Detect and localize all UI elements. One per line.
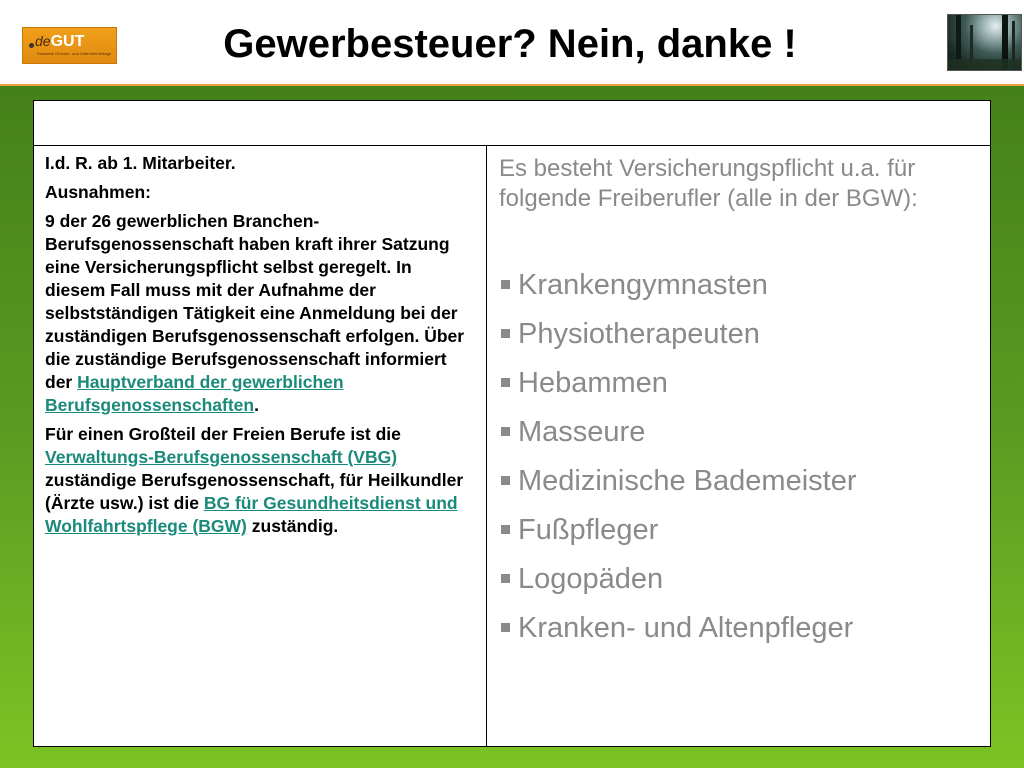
page-title: Gewerbesteuer? Nein, danke ! (223, 22, 797, 66)
list-item-label: Masseure (518, 416, 646, 448)
hauptverband-link[interactable]: Hauptverband der gewerblichen Berufsgenossenschaften (45, 372, 344, 415)
square-bullet-icon (501, 525, 510, 534)
square-bullet-icon (501, 476, 510, 485)
degut-logo (22, 27, 117, 64)
list-item-label: Kranken- und Altenpfleger (518, 612, 854, 644)
logo-tagline: Deutsche Gründer- und Unternehmertage (37, 51, 112, 56)
list-item (499, 310, 980, 359)
list-item (499, 555, 980, 604)
vbg-link[interactable]: Verwaltungs-Berufsgenossenschaft (VBG) (45, 447, 398, 467)
exceptions-heading: Ausnahmen: (45, 182, 151, 202)
list-item (499, 506, 980, 555)
list-item-label: Logopäden (518, 563, 664, 595)
table-header-row (34, 101, 990, 146)
list-item-label: Fußpfleger (518, 514, 659, 546)
paragraph-end: zuständig. (246, 516, 339, 536)
forest-photo-icon (947, 14, 1022, 71)
square-bullet-icon (501, 427, 510, 436)
list-item (499, 408, 980, 457)
slide-header (0, 0, 1024, 86)
logo-wordmark (35, 32, 84, 51)
list-item (499, 261, 980, 310)
list-item (499, 604, 980, 653)
content-table (33, 100, 991, 747)
logo-dot-icon (29, 43, 34, 48)
paragraph-text: 9 der 26 gewerblichen Branchen-Berufsgenossenschaft haben kraft ihrer Satzung eine Versicherungspflicht selbst geregelt. In diesem Fall muss mit der Aufnahme der selbstständigen Tätigkeit eine Anmeldung bei der zuständigen Berufsgenossenschaft erfolgen. Über die zuständige Berufsgenossenschaft informiert der (45, 211, 465, 392)
paragraph-end: . (254, 395, 259, 415)
logo-prefix: de (35, 33, 51, 49)
square-bullet-icon (501, 280, 510, 289)
square-bullet-icon (501, 329, 510, 338)
square-bullet-icon (501, 378, 510, 387)
list-item-label: Medizinische Bademeister (518, 465, 857, 497)
square-bullet-icon (501, 574, 510, 583)
insurance-intro-text: Es besteht Versicherungspflicht u.a. für folgende Freiberufler (alle in der BGW): (499, 155, 918, 212)
list-item-label: Krankengymnasten (518, 269, 768, 301)
list-item-label: Physiotherapeuten (518, 318, 760, 350)
right-cell (487, 146, 990, 746)
left-cell (34, 146, 487, 746)
list-item (499, 457, 980, 506)
bgw-link[interactable]: BG für Gesundheitsdienst und Wohlfahrtspflege (BGW) (45, 493, 458, 536)
freelancer-paragraph (45, 423, 476, 538)
list-item (499, 359, 980, 408)
paragraph-text: Für einen Großteil der Freien Berufe ist die (45, 424, 401, 444)
paragraph-text: zuständige Berufsgenossenschaft, für Heilkundler (Ärzte usw.) ist die (45, 470, 464, 513)
exceptions-paragraph (45, 210, 476, 417)
list-item-label: Hebammen (518, 367, 668, 399)
logo-name: GUT (50, 33, 85, 50)
freelancer-list (499, 261, 980, 653)
employer-requirement-text: I.d. R. ab 1. Mitarbeiter. (45, 153, 236, 173)
square-bullet-icon (501, 623, 510, 632)
